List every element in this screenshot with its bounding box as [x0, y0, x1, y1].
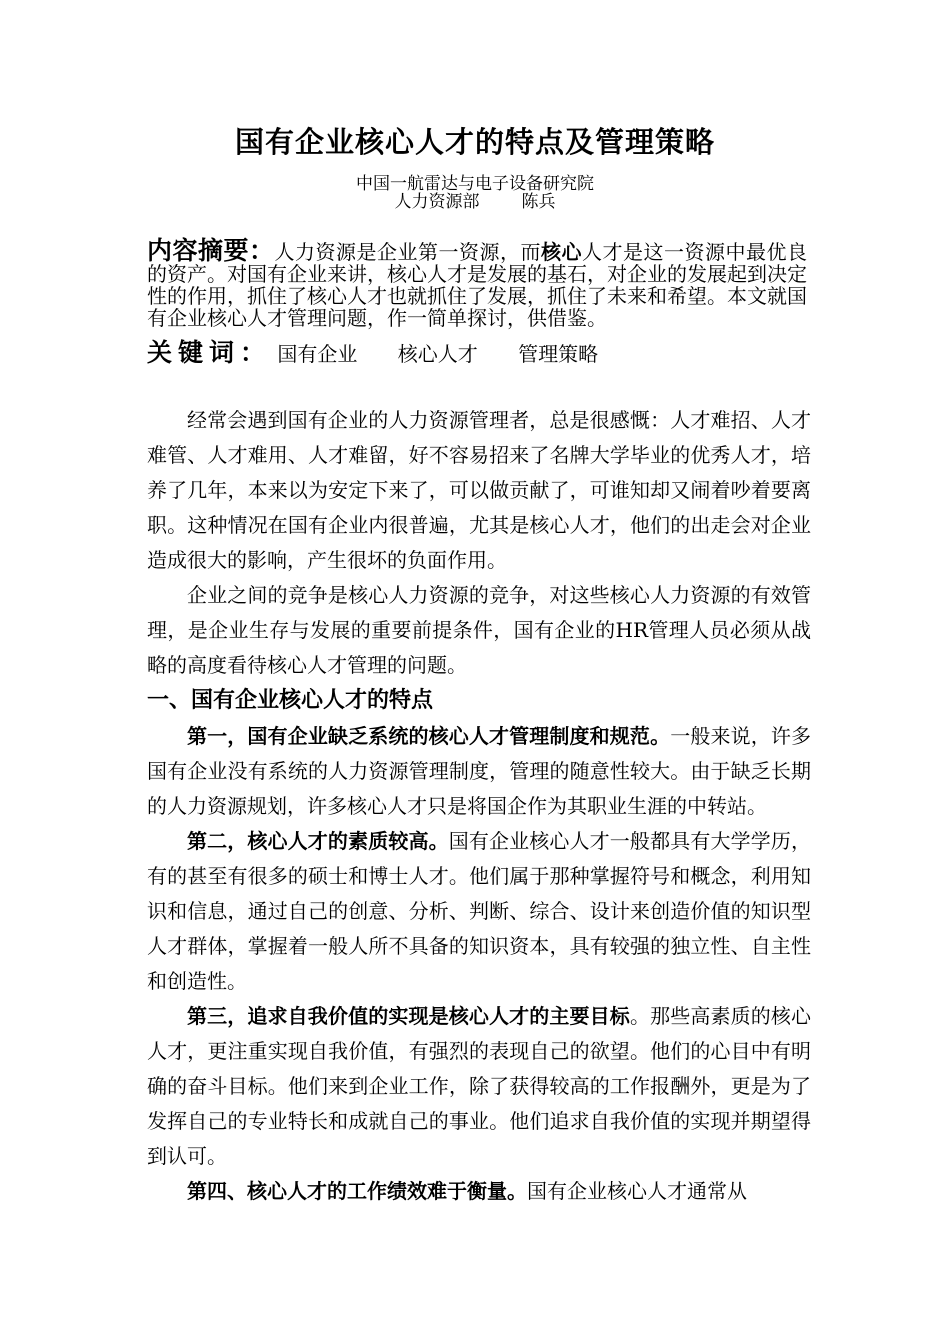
keywords-label: 关键词： [147, 338, 272, 367]
point-text: 一般来说，许多国有企业没有系统的人力资源管理制度，管理的随意性较大。由于缺乏长期的人力资源规划，许多核心人才只是将国企作为其职业生涯的中转站。 [147, 724, 812, 818]
document-body [147, 403, 811, 1209]
point-paragraph-3 [147, 999, 811, 1174]
abstract-text-bold: 核心 [541, 240, 582, 264]
point-text: 国有企业核心人才一般都具有大学学历，有的甚至有很多的硕士和博士人才。他们属于那种掌握符号和概念，利用知识和信息，通过自己的创意、分析、判断、综合、设计来创造价值的知识型人才群体，掌握着一般人所不具备的知识资本，具有较强的独立性、自主性和创造性。 [147, 829, 812, 993]
abstract-label: 内容摘要： [147, 236, 275, 265]
point-paragraph-1 [147, 719, 811, 824]
point-paragraph-4 [147, 1174, 811, 1209]
keyword-item: 国有企业 [277, 342, 358, 366]
keywords [147, 340, 807, 367]
abstract [147, 236, 807, 330]
author-name: 陈兵 [521, 192, 556, 212]
keyword-item: 管理策略 [518, 342, 599, 366]
affiliation-author-line [0, 192, 950, 213]
point-paragraph-2 [147, 824, 811, 999]
point-lead: 第一，国有企业缺乏系统的核心人才管理制度和规范。 [187, 724, 671, 748]
abstract-text-part1: 人力资源是企业第一资源，而 [274, 240, 541, 264]
keyword-item: 核心人才 [397, 342, 478, 366]
point-text: 国有企业核心人才通常从 [527, 1179, 747, 1203]
intro-paragraph-1: 经常会遇到国有企业的人力资源管理者，总是很感慨：人才难招、人才难管、人才难用、人才难留，好不容易招来了名牌大学毕业的优秀人才，培养了几年，本来以为安定下来了，可以做贡献了，可谁知却又闹着吵着要离职。这种情况在国有企业内很普遍，尤其是核心人才，他们的出走会对企业造成很大的影响，产生很坏的负面作用。 [147, 408, 811, 572]
section-heading: 一、国有企业核心人才的特点 [147, 688, 434, 713]
intro-paragraph-2: 企业之间的竞争是核心人力资源的竞争，对这些核心人力资源的有效管理，是企业生存与发展的重要前提条件，国有企业的HR管理人员必须从战略的高度看待核心人才管理的问题。 [147, 583, 811, 677]
department-name: 人力资源部 [394, 192, 480, 212]
point-lead: 第二，核心人才的素质较高。 [187, 829, 449, 853]
point-text: 。那些高素质的核心人才，更注重实现自我价值，有强烈的表现自己的欲望。他们的心目中有明确的奋斗目标。他们来到企业工作，除了获得较高的工作报酬外，更是为了发挥自己的专业特长和成就自己的事业。他们追求自我价值的实现并期望得到认可。 [147, 1004, 812, 1168]
affiliation-institute: 中国一航雷达与电子设备研究院 [356, 174, 594, 194]
abstract-text-part2: 人才是这一资源中最优良的资产。对国有企业来讲，核心人才是发展的基石，对企业的发展起到决定性的作用，抓住了核心人才也就抓住了发展，抓住了未来和希望。本文就国有企业核心人才管理问题，作一简单探讨，供借鉴。 [147, 240, 807, 330]
document-title: 国有企业核心人才的特点及管理策略 [234, 125, 715, 159]
point-lead: 第三，追求自我价值的实现是核心人才的主要目标 [187, 1004, 630, 1028]
point-lead: 第四、核心人才的工作绩效难于衡量。 [187, 1179, 527, 1203]
